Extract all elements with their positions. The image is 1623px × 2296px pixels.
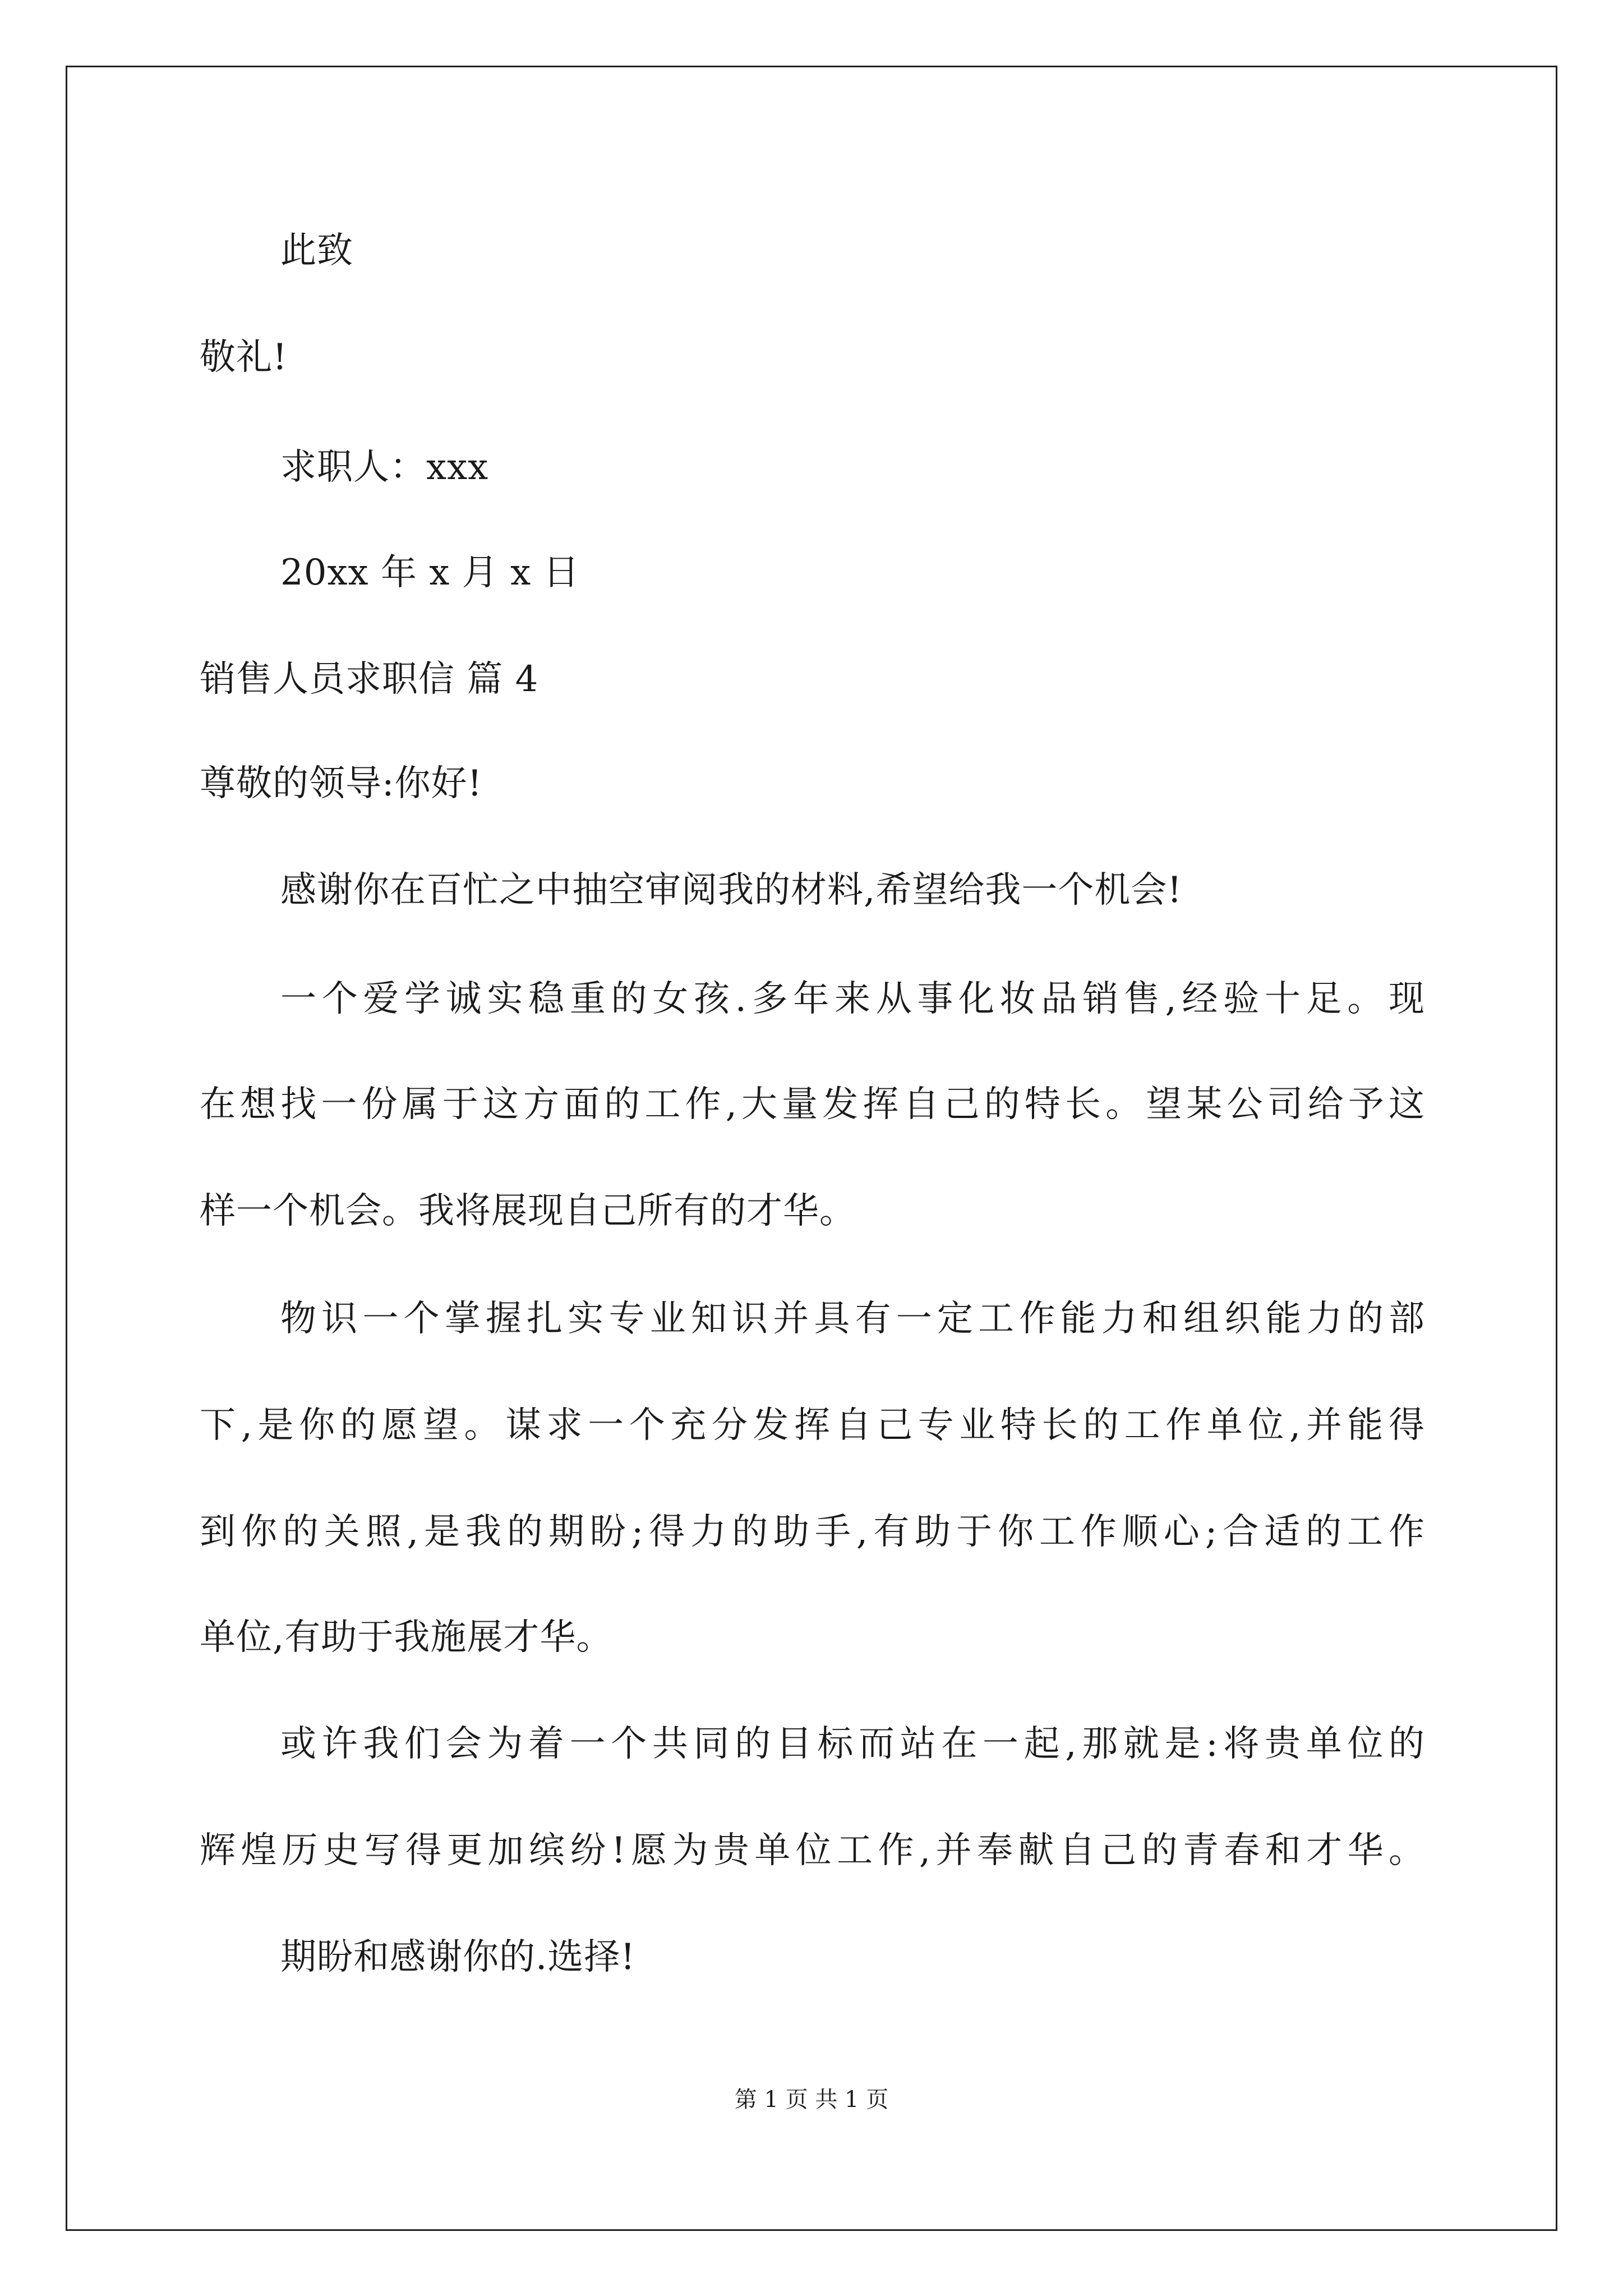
paragraph-line: 一个爱学诚实稳重的女孩.多年来从事化妆品销售,经验十足。现 — [280, 978, 1425, 1020]
paragraph-line: 感谢你在百忙之中抽空审阅我的材料,希望给我一个机会! — [280, 869, 1183, 911]
paragraph-line: 期盼和感谢你的.选择! — [280, 1936, 636, 1978]
closing-regards: 敬礼! — [200, 337, 288, 378]
paragraph-line: 样一个机会。我将展现自己所有的才华。 — [200, 1190, 856, 1232]
paragraph-line: 单位,有助于我施展才华。 — [200, 1617, 613, 1658]
paragraph-line: 辉煌历史写得更加缤纷!愿为贵单位工作,并奉献自己的青春和才华。 — [200, 1830, 1425, 1871]
section-heading: 销售人员求职信 篇 4 — [200, 659, 539, 700]
paragraph-line: 或许我们会为着一个共同的目标而站在一起,那就是:将贵单位的 — [280, 1723, 1425, 1765]
closing-salutation: 此致 — [280, 230, 353, 272]
paragraph-line: 到你的关照,是我的期盼;得力的助手,有助于你工作顺心;合适的工作 — [200, 1511, 1425, 1553]
paragraph-line: 在想找一份属于这方面的工作,大量发挥自己的特长。望某公司给予这 — [200, 1084, 1425, 1125]
page-border — [66, 66, 1557, 2231]
paragraph-line: 物识一个掌握扎实专业知识并具有一定工作能力和组织能力的部 — [280, 1298, 1425, 1340]
greeting: 尊敬的领导:你好! — [200, 763, 483, 804]
page-number-footer: 第 1 页 共 1 页 — [734, 2087, 889, 2113]
applicant-signature: 求职人：xxx — [280, 447, 489, 488]
paragraph-line: 下,是你的愿望。谋求一个充分发挥自己专业特长的工作单位,并能得 — [200, 1405, 1425, 1446]
letter-date: 20xx 年 x 月 x 日 — [280, 552, 580, 593]
